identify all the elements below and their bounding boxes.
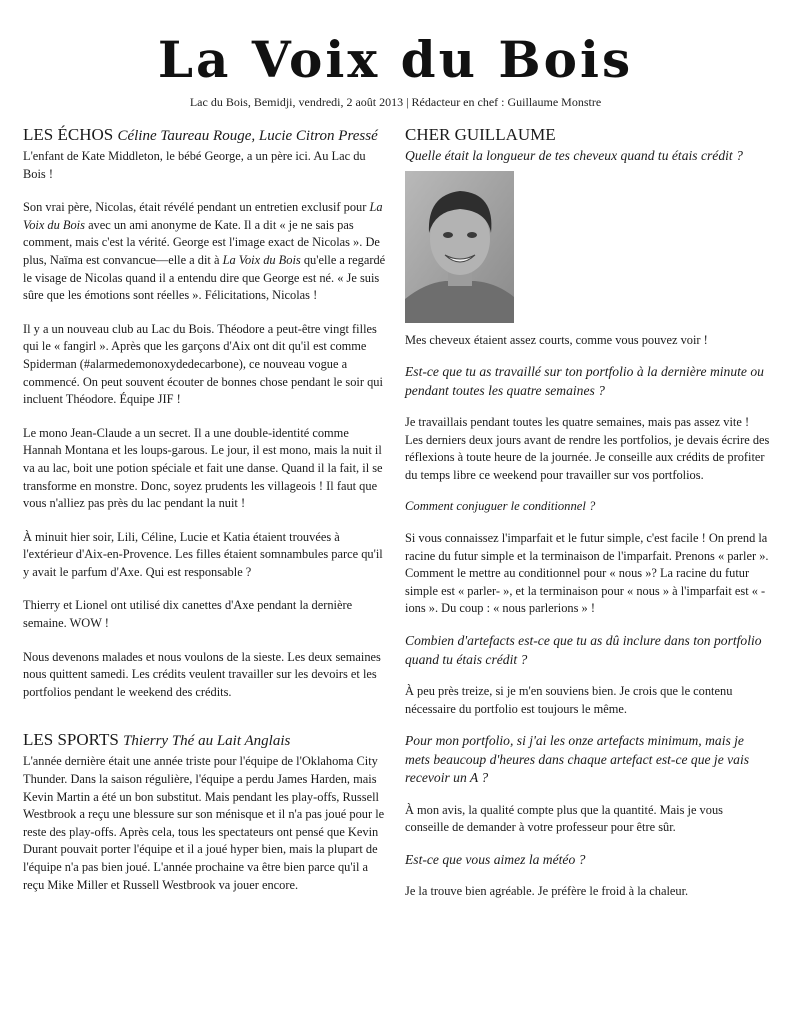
echos-paragraph-3: Il y a un nouveau club au Lac du Bois. Théodore a peut-être vingt filles qui le « fangirl ». Après que les garçons d'Aix ont dit qu'il est comme Spiderman (#alarmedemonoxydedecarbone), ce nouveau vogue a commencé. On peut souvent écouter de bonnes chose pendant le soir qui incluent Théodore. Équipe JIF ! [23,321,383,407]
sports-title: LES SPORTS [23,730,119,750]
sports-paragraph-1: L'année dernière était une année triste pour l'équipe de l'Oklahoma City Thunder. Dans la saison régulière, l'équipe a perdu James Harden, mais Kevin Martin a été un bon substitut. Mais pendant les play-offs, Russell Westbrook a reçu une blessure sur son ménisque et il n'a pas joué pour le reste des play-offs. Après cela, tous les spectateurs ont pensé que Kevin Durant pouvait porter l'équipe et il a joué hyper bien, mais la plupart de l'équipe n'a pas bien joué. L'année prochaine va être bien parce qu'il a reçu Mike Miller et Russell Westbrook va jouer encore. [23,754,385,892]
answer-5: À mon avis, la qualité compte plus que la quantité. Mais je vous conseille de demander à votre professeur pour être sûr. [405,802,723,835]
echos-paragraph-4: Le mono Jean-Claude a un secret. Il a une double-identité comme Hannah Montana et les loups-garous. Le jour, il est mono, mais la nuit il va au lac, boit une potion spéciale et fait une danse. Quand il la fait, il se transforme en monstre. Donc, soyez prudents les villageois ! Il faut que vous n'alliez pas près du lac pendant la nuit ! [23,425,383,511]
newspaper-title: La Voix du Bois [157,30,634,89]
text-span: avec un ami anonyme de Kate. Il a dit « je ne sais pas comment, mais c'est la vérité. George est l'image exact de Nicolas ». De plus, Naïma est convancue—elle a dit à [23,217,380,267]
echos-paragraph-6: Thierry et Lionel ont utilisé dix canettes d'Axe pendant la dernière semaine. WOW ! [23,598,353,631]
right-column [405,124,770,901]
answer-1: Mes cheveux étaient assez courts, comme vous pouvez voir ! [405,332,708,347]
text-span: Son vrai père, Nicolas, était révélé pendant un entretien exclusif pour [23,200,367,215]
answer-4: À peu près treize, si je m'en souviens bien. Je crois que le contenu nécessaire du portfolio est toujours le même. [405,684,733,716]
question-6: Est-ce que vous aimez la météo ? [405,851,586,867]
guillaume-heading: CHER GUILLAUME [405,125,556,144]
answer-2: Je travaillais pendant toutes les quatre semaines, mais pas assez vite ! Les derniers deux jours avant de rendre les portfolios, je devais écrire des réflexions à toute heure de la journée. Je conseille aux crédits de profiter du temps libre ce weekend pour travailler sur vos portfolios. [405,415,770,482]
question-2: Est-ce que tu as travaillé sur ton portfolio à la dernière minute ou pendant toutes les quatre semaines ? [405,364,764,398]
echos-paragraph-2 [23,199,388,305]
echos-heading [23,124,388,147]
sports-heading [23,729,388,752]
echos-paragraph-7: Nous devenons malades et nous voulons de la sieste. Les deux semaines nous quittent samedi. Les crédits veulent travailler sur les devoirs et les portfolios pendant le weekend des crédits. [23,649,381,699]
text-span: qu'elle a regardé le visage de Nicolas quand il a entendu dire que George est né. « Je suis sûre que les émotions sont réelles ». Félicitations, Nicolas ! [23,252,386,303]
answer-6: Je la trouve bien agréable. Je préfère le froid à la chaleur. [405,884,689,899]
answer-3: Si vous connaissez l'imparfait et le futur simple, c'est facile ! On prend la racine du futur simple et la terminaison de l'imparfait. Prenons « parler ». Comment le mettre au conditionnel pour « nous »? La racine du futur simple est « parler- », et la terminaison pour « nous » à l'imparfait est « -ions ». Du coup : « nous parlerions » ! [405,531,769,616]
newspaper-name-italic: La Voix du Bois [222,252,301,267]
newspaper-name-italic: La Voix du Bois [23,200,383,232]
echos-title: LES ÉCHOS [23,125,114,144]
left-column [23,124,388,894]
echos-paragraph-5: À minuit hier soir, Lili, Céline, Lucie et Katia étaient trouvées à l'extérieur d'Aix-en-Provence. Les filles étaient somnambules parce qu'il y avait le parfum d'Axe. Qui est responsable ? [23,529,383,579]
newspaper-dateline: Lac du Bois, Bemidji, vendredi, 2 août 2013 | Rédacteur en chef : Guillaume Monstre [189,95,602,109]
echos-paragraph-1: L'enfant de Kate Middleton, le bébé George, a un père ici. Au Lac du Bois ! [23,149,366,181]
question-3: Comment conjuguer le conditionnel ? [405,499,596,514]
portrait-photo [405,171,514,323]
sports-byline: Thierry Thé au Lait Anglais [123,733,291,750]
question-5: Pour mon portfolio, si j'ai les onze artefacts minimum, mais je mets beaucoup d'heures dans chaque artefact est-ce que je vais recevoir un A ? [405,733,750,786]
echos-byline: Céline Taureau Rouge, Lucie Citron Pressé [117,128,378,144]
question-4: Combien d'artefacts est-ce que tu as dû inclure dans ton portfolio quand tu étais crédit ? [405,633,762,667]
question-1: Quelle était la longueur de tes cheveux quand tu étais crédit ? [405,148,743,163]
